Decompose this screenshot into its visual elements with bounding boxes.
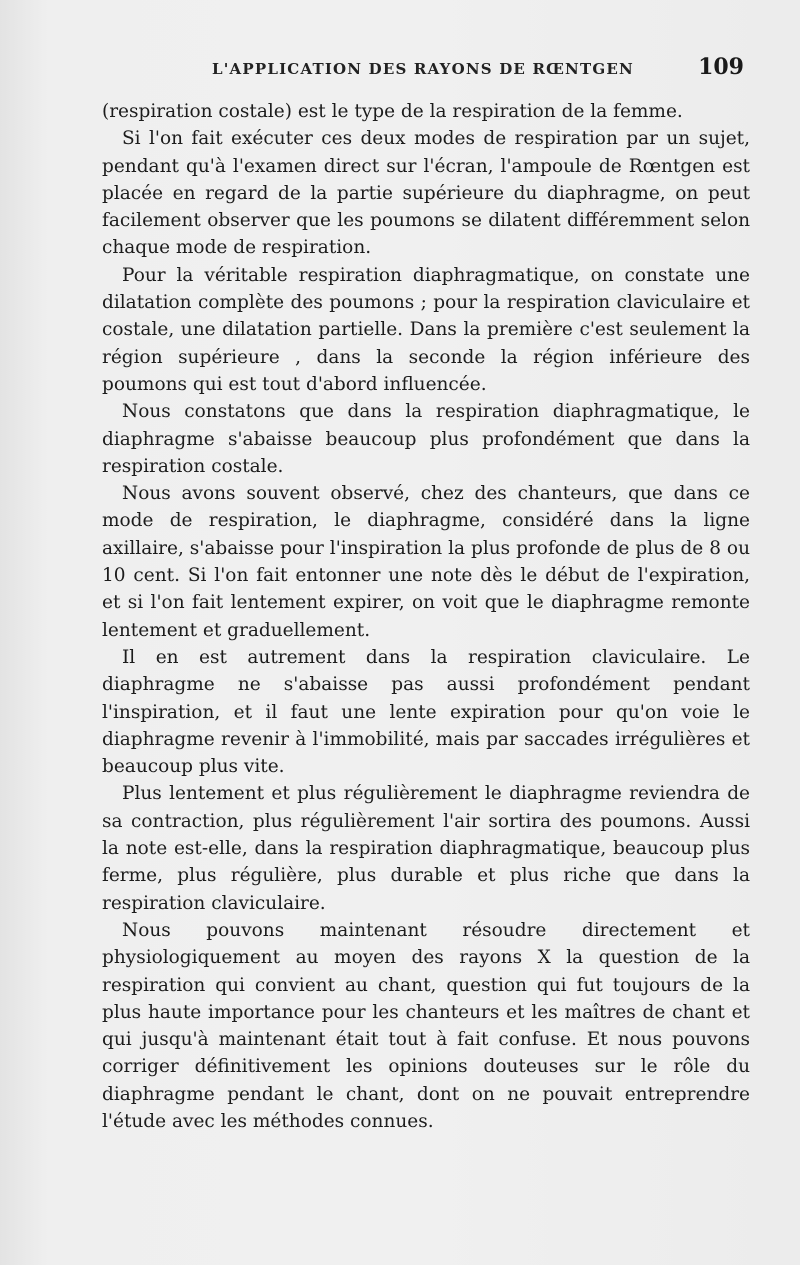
page-number: 109 <box>698 54 744 80</box>
paragraph-2: Si l'on fait exécuter ces deux modes de respiration par un sujet, pendant qu'à l'examen direct sur l'écran, l'ampoule de Rœntgen est placée en regard de la partie supérieure du diaphragme, on peut facilement observer que les poumons se dilatent différemment selon chaque mode de respiration. <box>102 128 750 259</box>
page-header <box>100 54 750 88</box>
paragraph-4: Nous constatons que dans la respiration diaphragmatique, le diaphragme s'abaisse beaucoup plus profondément que dans la respiration costale. <box>102 401 750 477</box>
running-title: L'APPLICATION DES RAYONS DE RŒNTGEN <box>212 60 634 78</box>
paragraph-3: Pour la véritable respiration diaphragmatique, on constate une dilatation complète des poumons ; pour la respiration claviculaire et costale, une dilatation partielle. Dans la première c'est seulement la région supérieure , dans la seconde la région inférieure des poumons qui est tout d'abord influencée. <box>102 264 750 395</box>
paragraph-6: Il en est autrement dans la respiration claviculaire. Le diaphragme ne s'abaisse pas aussi profondément pendant l'inspiration, et il faut une lente expiration pour qu'on voie le diaphragme revenir à l'immobilité, mais par saccades irrégulières et beaucoup plus vite. <box>102 646 750 778</box>
paragraph-8: Nous pouvons maintenant résoudre directement et physiologiquement au moyen des rayons X la question de la respiration qui convient au chant, question qui fut toujours de la plus haute importance pour les chanteurs et les maîtres de chant et qui jusqu'à maintenant était tout à fait confuse. Et nous pouvons corriger définitivement les opinions douteuses sur le rôle du diaphragme pendant le chant, dont on ne pouvait entreprendre l'étude avec les méthodes connues. <box>102 919 750 1132</box>
body-text <box>102 98 750 1135</box>
paragraph-1: (respiration costale) est le type de la respiration de la femme. <box>102 101 683 122</box>
paragraph-5: Nous avons souvent observé, chez des chanteurs, que dans ce mode de respiration, le diaphragme, considéré dans la ligne axillaire, s'abaisse pour l'inspiration la plus profonde de plus de 8 ou 10 cent. Si l'on fait entonner une note dès le début de l'expiration, et si l'on fait lentement expirer, on voit que le diaphragme remonte lentement et graduellement. <box>102 483 750 641</box>
paragraph-7: Plus lentement et plus régulièrement le diaphragme reviendra de sa contraction, plus régulièrement l'air sortira des poumons. Aussi la note est-elle, dans la respiration diaphragmatique, beaucoup plus ferme, plus régulière, plus durable et plus riche que dans la respiration claviculaire. <box>102 783 750 914</box>
